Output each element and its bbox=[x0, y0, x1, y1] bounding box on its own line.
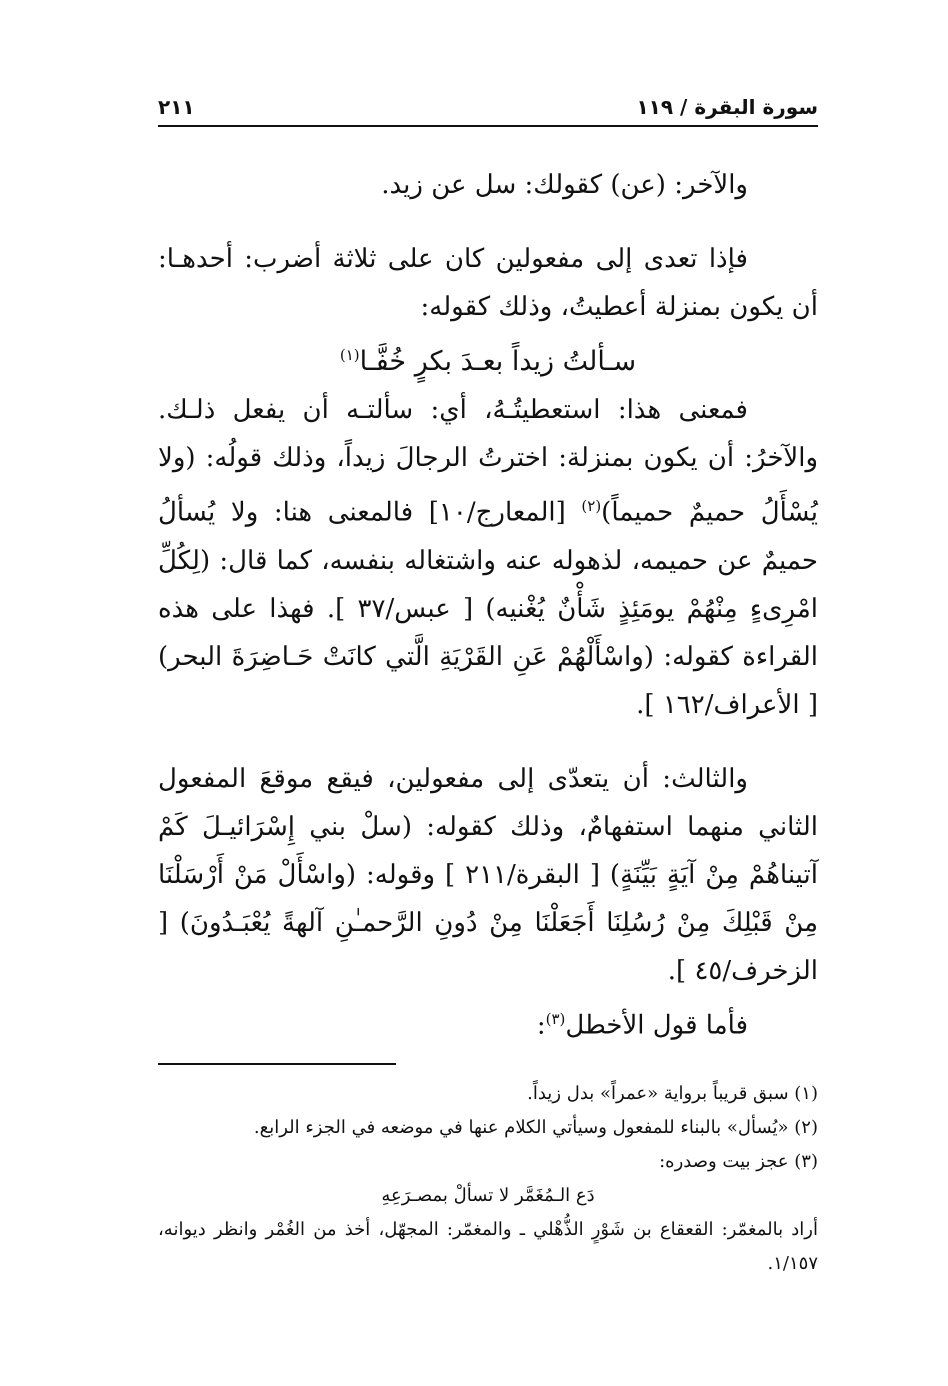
paragraph-3-text: فمعنى هذا: استعطيتُـهُ، أي: سألتـه أن يفعل ذلـك. والآخرُ: أن يكون بمنزلة: اخترتُ الرجالَ زيداً، وذلك قولُه: (ولا يُسْأَلُ حميمٌ حميماً) bbox=[158, 395, 818, 528]
paragraph-3 bbox=[158, 386, 818, 729]
paragraph-4: والثالث: أن يتعدّى إلى مفعولين، فيقع موقعَ المفعول الثاني منهما استفهامٌ، وذلك كقوله: (سلْ بني إِسْرَائيـلَ كَمْ آتيناهُمْ مِنْ آيَةٍ بَيِّنَةٍ) [ البقرة/٢١١ ] وقوله: (واسْأَلْ مَنْ أَرْسَلْنَا مِنْ قَبْلِكَ مِنْ رُسُلِنَا أَجَعَلْنَا مِنْ دُونِ الرَّحمـٰنِ آلهةً يُعْبَـدُونَ) [ الزخرف/٤٥ ]. bbox=[158, 763, 818, 986]
footnote-3: (٣) عجز بيت وصدره: bbox=[659, 1151, 818, 1173]
footnote-ref-1: (١) bbox=[339, 346, 360, 364]
paragraph-5 bbox=[158, 995, 818, 1050]
paragraph-2: فإذا تعدى إلى مفعولين كان على ثلاثة أضرب: أحدهـا: أن يكون بمنزلة أعطيتُ، وذلك كقوله: bbox=[158, 244, 818, 322]
document-page bbox=[158, 95, 818, 1281]
paragraph-3-continuation: [المعارج/١٠] فالمعنى هنا: ولا يُسألُ حميمٌ عن حميمه، لذهوله عنه واشتغاله بنفسه، كما قال: (لِكُلِّ امْرِىءٍ مِنْهُمْ يومَئِذٍ شَأْنٌ يُغْنيه) [ عبس/٣٧ ]. فهذا على هذه القراءة كقوله: (واسْأَلْهُمْ عَنِ القَرْيَةِ الَّتي كانَتْ حَـاضِرَةَ البحر) [ الأعراف/١٦٢ ]. bbox=[158, 497, 818, 720]
footnote-1: (١) سبق قريباً برواية «عمراً» بدل زيداً. bbox=[527, 1083, 818, 1105]
verse-line bbox=[158, 331, 818, 386]
paragraph-5-text: فأما قول الأخطل bbox=[565, 1010, 748, 1041]
footnote-ref-3: (٣) bbox=[545, 1009, 566, 1028]
page-number: ٢١١ bbox=[158, 95, 195, 119]
verse-text: سـألتُ زيداً بعـدَ بكرٍ خُفَّـا bbox=[359, 346, 637, 377]
footnote-separator bbox=[158, 1063, 396, 1065]
footnote-3-note: أراد بالمغمّر: القعقاع بن شَوْرٍ الذُّهْلي ـ والمغمّر: المجهّل، أخذ من الغُمْر وانظر ديوانه، ١/١٥٧. bbox=[158, 1219, 818, 1275]
footnote-3-verse: دَع الـمُغَمَّر لا تسألْ بمصـرَعِهِ bbox=[381, 1185, 595, 1207]
footnote-2: (٢) «يُسأل» بالبناء للمفعول وسيأتي الكلام عنها في موضعه في الجزء الرابع. bbox=[253, 1117, 818, 1139]
paragraph-1: والآخر: (عن) كقولك: سل عن زيد. bbox=[381, 170, 748, 200]
footnote-ref-2: (٢) bbox=[581, 497, 602, 515]
paragraph-5-end: : bbox=[536, 1010, 546, 1041]
footnotes bbox=[158, 1077, 818, 1281]
main-text bbox=[158, 161, 818, 1049]
surah-label: سورة البقرة / ١١٩ bbox=[636, 95, 818, 119]
running-header bbox=[158, 95, 818, 127]
